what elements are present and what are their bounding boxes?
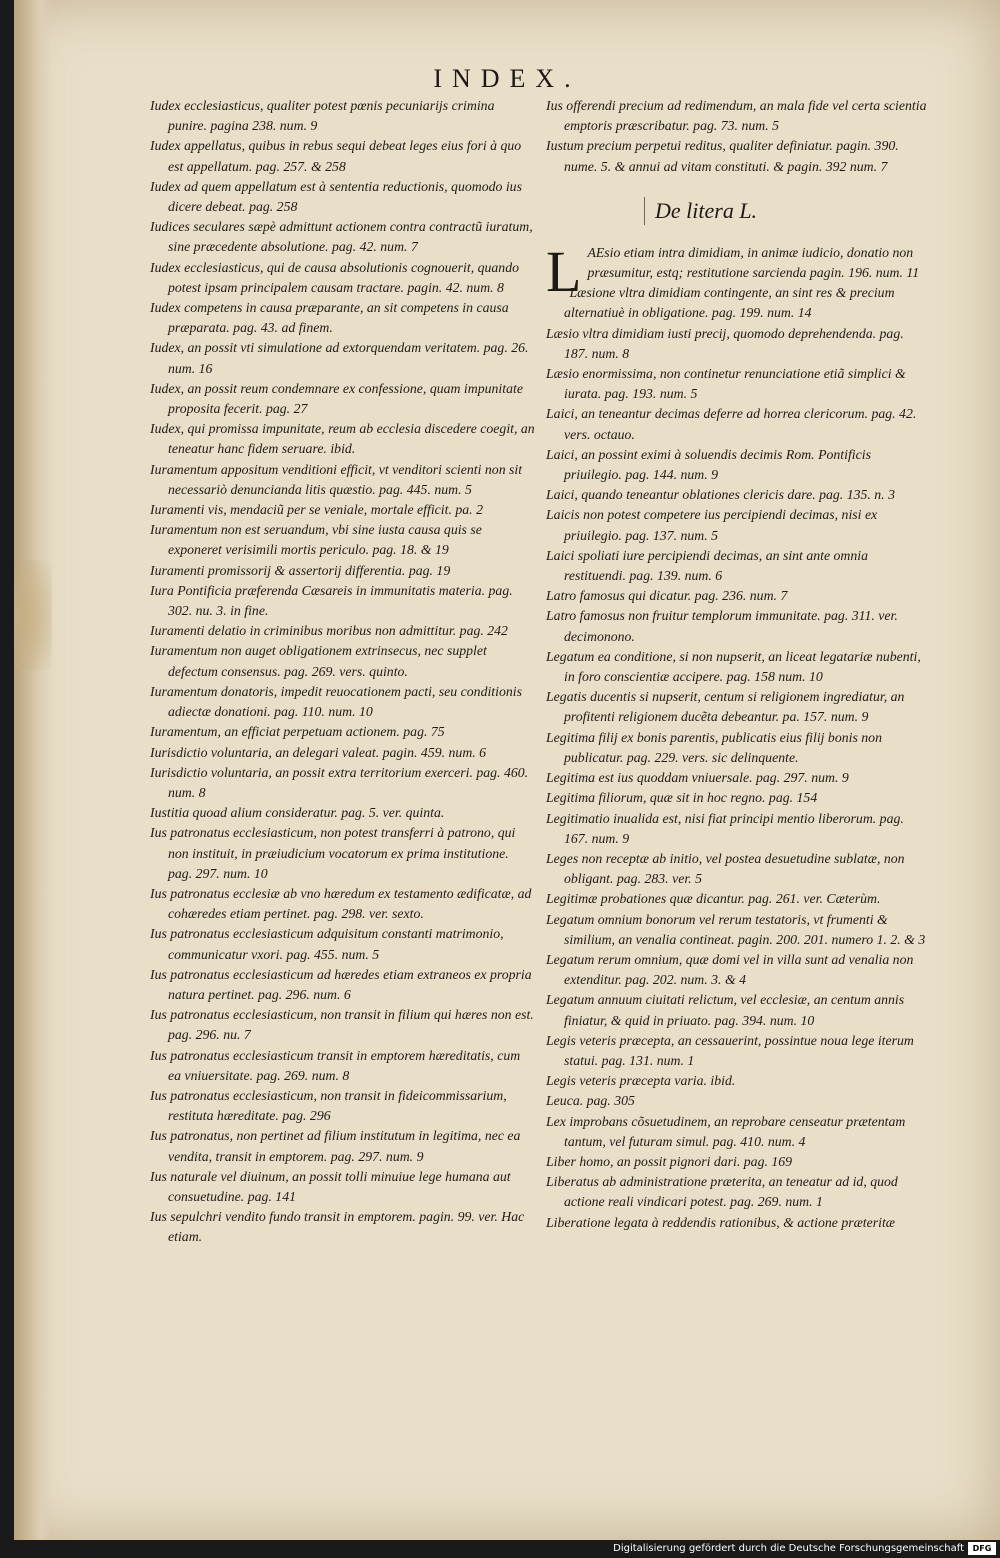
dfg-logo: DFG — [968, 1542, 996, 1555]
digitization-footer — [0, 1540, 1000, 1558]
index-entry: Iuramenti promissorij & assertorij differentia. pag. 19 — [150, 562, 451, 578]
section-heading: De litera L. — [644, 197, 928, 225]
index-entry: Leuca. pag. 305 — [546, 1093, 635, 1109]
index-entry: Lex improbans cõsuetudinem, an reprobare censeatur prætentam tantum, vel futuram simul. pag. 410. num. 4 — [546, 1113, 906, 1149]
index-entry: Legitima filij ex bonis parentis, publicatis eius filij bonis non publicatur. pag. 229. vers. sic delinquente. — [546, 729, 882, 765]
index-entry: Legitimatio inualida est, nisi fiat principi mentio liberorum. pag. 167. num. 9 — [546, 810, 904, 846]
index-entry: Legatum rerum omnium, quæ domi vel in villa sunt ad venalia non extenditur. pag. 202. num. 3. & 4 — [546, 951, 914, 988]
index-entry: Iuramentum non est seruandum, vbi sine iusta causa quis se exponeret verisimili mortis periculo. pag. 18. & 19 — [150, 522, 482, 558]
index-entry: Iudex, an possit reum condemnare ex confessione, quam impunitate proposita fecerit. pag. 27 — [150, 380, 523, 417]
index-entry: Laicis non potest competere ius percipiendi decimas, nisi ex priuilegio. pag. 137. num. 5 — [546, 507, 878, 543]
index-entry: Liber homo, an possit pignori dari. pag. 169 — [546, 1153, 793, 1169]
index-entry: Iuramenti vis, mendaciũ per se veniale, mortale efficit. pa. 2 — [150, 502, 483, 518]
right-column-top-entries — [546, 96, 928, 177]
index-entry: Legatum annuum ciuitati relictum, vel ecclesiæ, an centum annis finiatur, & quid in priuato. pag. 394. num. 10 — [546, 992, 905, 1028]
index-entry: Iustitia quoad alium consideratur. pag. 5. ver. quinta. — [150, 805, 445, 821]
first-entry-text: AEsio etiam intra dimidiam, in animæ iudicio, donatio non præsumitur, estq; restitutione sarcienda pagin. 196. num. 11 — [587, 244, 920, 281]
index-entry: Leges non receptæ ab initio, vel postea desuetudine sublatæ, non obligant. pag. 283. ver. 5 — [546, 850, 905, 887]
index-entry: Legitima filiorum, quæ sit in hoc regno. pag. 154 — [546, 790, 818, 806]
drop-cap: L — [546, 238, 582, 304]
index-entry: Latro famosus non fruitur templorum immunitate. pag. 311. ver. decimonono. — [546, 608, 898, 644]
index-entry: Laici, quando teneantur oblationes clericis dare. pag. 135. n. 3 — [546, 487, 895, 503]
index-entry: Ius sepulchri vendito fundo transit in emptorem. pagin. 99. ver. Hac etiam. — [150, 1209, 525, 1245]
index-entry: Legitimæ probationes quæ dicantur. pag. 261. ver. Cæterùm. — [546, 891, 881, 907]
book-page — [14, 0, 1000, 1540]
index-entry: Ius patronatus ecclesiasticum ad hæredes etiam extraneos ex propria natura pertinet. pag. 296. num. 6 — [150, 966, 532, 1002]
index-entry: Iudex competens in causa præparante, an sit competens in causa præparata. pag. 43. ad finem. — [150, 300, 509, 336]
index-entry: Læsio enormissima, non continetur renunciatione etiã simplici & iurata. pag. 193. num. 5 — [546, 366, 906, 402]
index-entry: Legatis ducentis si nupserit, centum si religionem ingrediatur, an profitenti religionem ducẽta debeantur. pa. 157. num. 9 — [546, 689, 905, 725]
index-entry: Legatum omnium bonorum vel rerum testatoris, vt frumenti & similium, an venalia contineat. pagin. 200. 201. numero 1. 2. & 3 — [546, 911, 926, 947]
index-entry: Iurisdictio voluntaria, an possit extra territorium exerceri. pag. 460. num. 8 — [150, 764, 529, 800]
index-entry: Iudex ecclesiasticus, qualiter potest pœnis pecuniarijs crimina punire. pagina 238. num. 9 — [150, 98, 495, 134]
index-entry: Iudex, qui promissa impunitate, reum ab ecclesia discedere coegit, an teneatur hanc fidem seruare. ibid. — [150, 421, 535, 457]
index-entry: Laici, an possint eximi à soluendis decimis Rom. Pontificis priuilegio. pag. 144. num. 9 — [546, 446, 871, 483]
index-entry: Legitima est ius quoddam vniuersale. pag. 297. num. 9 — [546, 770, 849, 786]
index-entry: Ius patronatus ecclesiæ ab vno hæredum ex testamento ædificatæ, ad cohæredes etiam pertinet. pag. 298. ver. sexto. — [150, 885, 532, 922]
index-entry: Laici, an teneantur decimas deferre ad horrea clericorum. pag. 42. vers. octauo. — [546, 406, 917, 442]
page-stain — [14, 560, 52, 670]
index-entry: Ius patronatus ecclesiasticum, non transit in fideicommissarium, restituta hæreditate. pag. 296 — [150, 1087, 507, 1124]
index-entry: Iuramentum non auget obligationem extrinsecus, nec supplet defectum consensus. pag. 269. vers. quinto. — [150, 643, 487, 679]
index-entry: Ius patronatus ecclesiasticum, non transit in filium qui hæres non est. pag. 296. nu. 7 — [150, 1007, 534, 1043]
index-entry: Liberatione legata à reddendis rationibus, & actione præteritæ — [546, 1214, 895, 1230]
index-entry: Legis veteris præcepta, an cessauerint, possintue noua lege iterum statui. pag. 131. num. 1 — [546, 1032, 914, 1068]
index-entry: Liberatus ab administratione præterita, an teneatur ad id, quod actione reali vindicari potest. pag. 269. num. 1 — [546, 1174, 898, 1210]
index-entry: Iudex appellatus, quibus in rebus sequi debeat leges eius fori à quo est appellatum. pag. 257. & 258 — [150, 138, 522, 174]
index-entry: Iuramentum donatoris, impedit reuocationem pacti, seu conditionis adiectæ donationi. pag. 110. num. 10 — [150, 683, 522, 720]
footer-credit: Digitalisierung gefördert durch die Deutsche Forschungsgemeinschaft — [613, 1543, 964, 1554]
index-entry: Iustum precium perpetui reditus, qualiter definiatur. pagin. 390. nume. 5. & annui ad vitam constituti. & pagin. 392 num. 7 — [546, 138, 899, 174]
index-entry: Iuramentum, an efficiat perpetuam actionem. pag. 75 — [150, 724, 445, 740]
index-entry: Latro famosus qui dicatur. pag. 236. num. 7 — [546, 588, 788, 604]
right-column — [546, 96, 928, 1233]
index-entry: Ius patronatus, non pertinet ad filium institutum in legitima, nec ea vendita, transit in emptorem. pag. 297. num. 9 — [150, 1128, 521, 1164]
index-entry: Ius naturale vel diuinum, an possit tolli minuiue lege humana aut consuetudine. pag. 141 — [150, 1168, 511, 1204]
index-entry: Iudices seculares sæpè admittunt actionem contra contractũ iuratum, sine præcedente absolutione. pag. 42. num. 7 — [150, 219, 533, 255]
index-entry: Legatum ea conditione, si non nupserit, an liceat legatariæ nubenti, in foro conscientiæ accipere. pag. 158 num. 10 — [546, 648, 921, 685]
index-entry: Iudex, an possit vti simulatione ad extorquendam veritatem. pag. 26. num. 16 — [150, 340, 529, 376]
index-entry: Iudex ecclesiasticus, qui de causa absolutionis cognouerit, quando potest ipsam principalem causam tractare. pagin. 42. num. 8 — [150, 259, 520, 295]
index-entry: Ius offerendi precium ad redimendum, an mala fide vel certa scientia emptoris præscribatur. pag. 73. num. 5 — [546, 98, 927, 134]
index-entry: Legis veteris præcepta varia. ibid. — [546, 1073, 736, 1089]
index-entry: Iurisdictio voluntaria, an delegari valeat. pagin. 459. num. 6 — [150, 744, 487, 760]
index-entry: Laici spoliati iure percipiendi decimas, an sint ante omnia restituendi. pag. 139. num. 6 — [546, 547, 869, 584]
index-entry: Iuramentum appositum venditioni efficit, vt venditori scienti non sit necessariò denuncianda litis quæstio. pag. 445. num. 5 — [150, 461, 523, 497]
index-entry: Iuramenti delatio in criminibus moribus non admittitur. pag. 242 — [150, 623, 508, 639]
index-entry: Iudex ad quem appellatum est à sententia reductionis, quomodo ius dicere debeat. pag. 258 — [150, 178, 522, 215]
index-entry: Ius patronatus ecclesiasticum adquisitum constanti matrimonio, communicatur vxori. pag. 455. num. 5 — [150, 926, 504, 962]
page-header: INDEX. — [433, 64, 581, 93]
index-entry: Ius patronatus ecclesiasticum transit in emptorem hæreditatis, cum ea vniuersitate. pag. 269. num. 8 — [150, 1047, 521, 1083]
index-entry: Læsione vltra dimidiam contingente, an sint res & precium alternatiuè in obligatione. pag. 199. num. 14 — [564, 285, 895, 321]
left-column — [150, 96, 536, 1248]
page-gutter — [14, 0, 52, 1540]
index-entry: Læsio vltra dimidiam iusti precij, quomodo deprehendenda. pag. 187. num. 8 — [546, 325, 904, 361]
right-column-entries — [546, 283, 928, 1233]
index-entry: Iura Pontificia præferenda Cæsareis in immunitatis materia. pag. 302. nu. 3. in fine. — [150, 582, 513, 619]
index-entry: Ius patronatus ecclesiasticum, non potest transferri à patrono, qui non instituit, in præiudicium vocatorum ex prima institutione. pag. 297. num. 10 — [150, 825, 516, 881]
